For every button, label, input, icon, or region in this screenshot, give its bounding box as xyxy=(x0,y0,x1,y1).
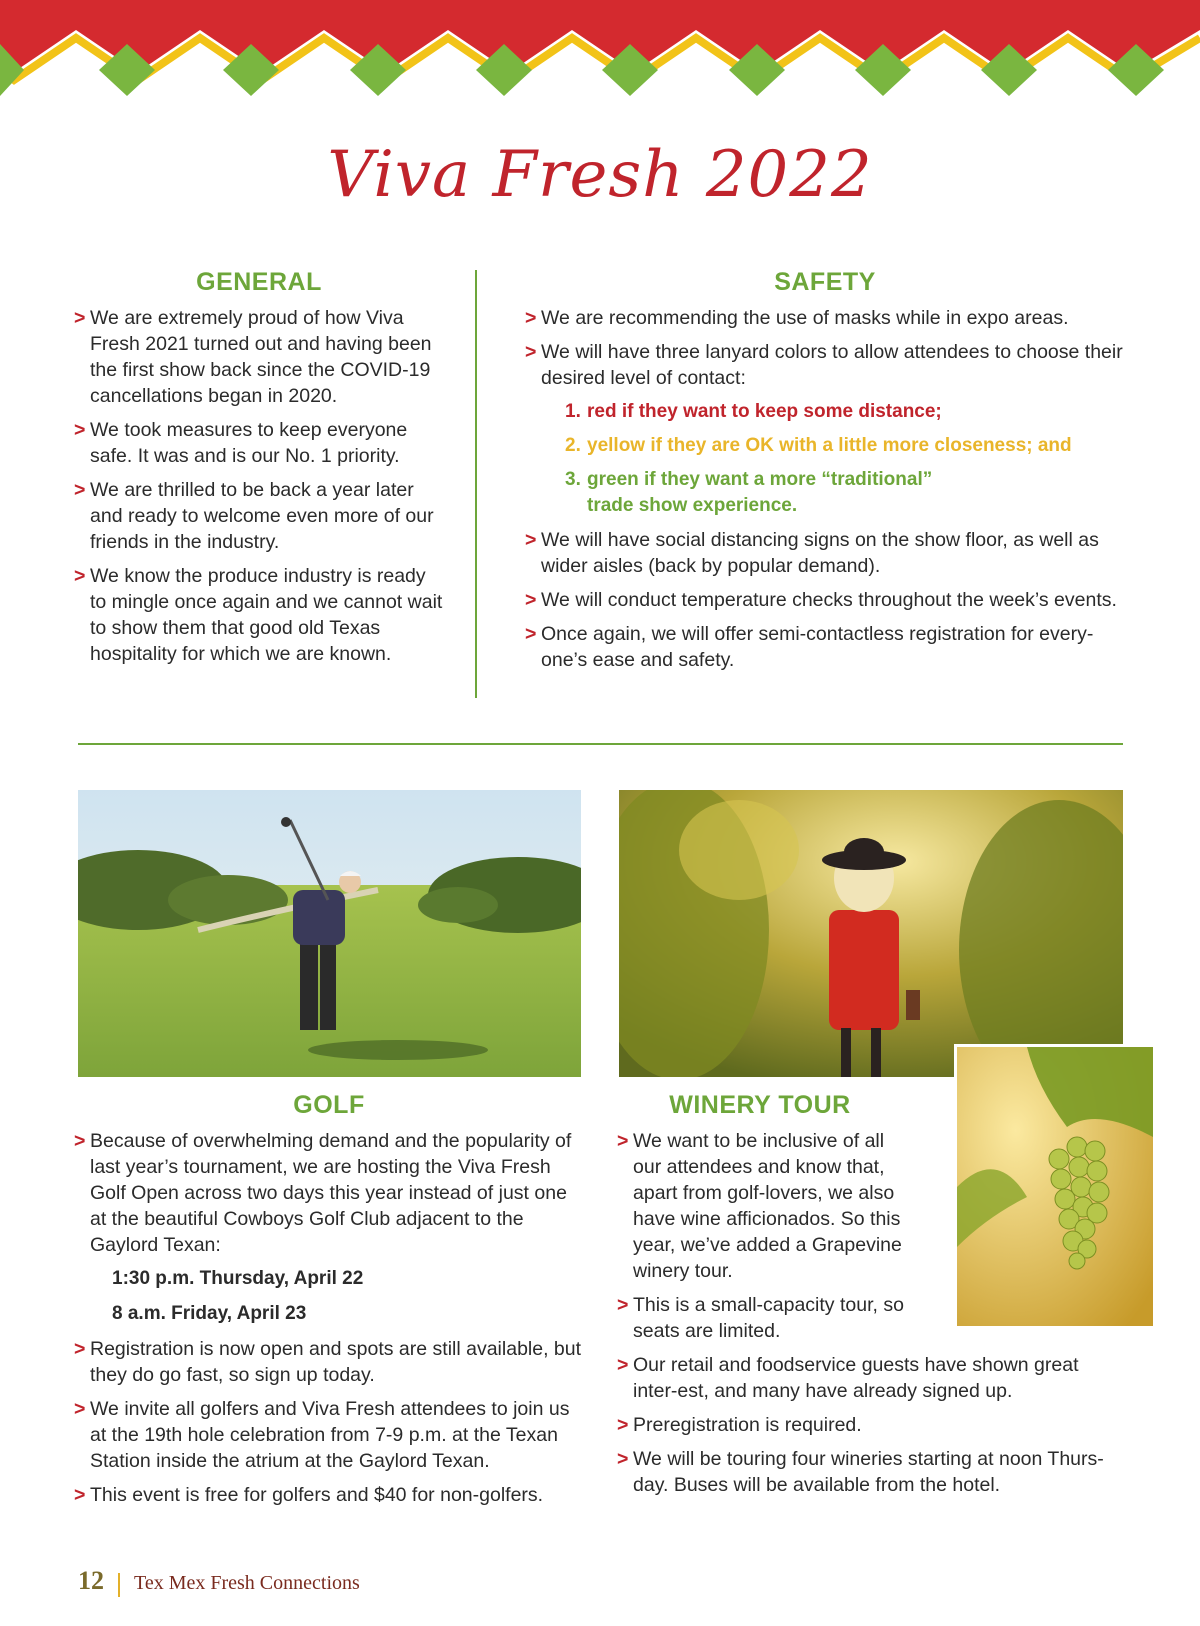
page-title: Viva Fresh 2022 xyxy=(327,138,873,212)
bullet-glyph: > xyxy=(525,341,537,363)
bullet-glyph: > xyxy=(617,1448,629,1470)
list-item: > We are recommending the use of masks while in expo areas. xyxy=(525,307,1069,329)
bullet-glyph: > xyxy=(525,529,537,551)
bullet-glyph: > xyxy=(525,623,537,645)
winery-list-continued xyxy=(617,1352,1127,1498)
bullet-glyph: > xyxy=(617,1130,629,1152)
bullet-glyph: > xyxy=(617,1354,629,1376)
zigzag-banner xyxy=(0,0,1200,100)
bullet-glyph: > xyxy=(74,1338,86,1360)
bullet-glyph: > xyxy=(617,1414,629,1436)
golf-photo xyxy=(78,790,581,1077)
golf-time-thursday: 1:30 p.m. Thursday, April 22 xyxy=(112,1268,364,1289)
golf-section xyxy=(74,1091,584,1516)
list-item: > We will be touring four wineries starting at noon Thurs-day. Buses will be available from the hotel. xyxy=(617,1448,1104,1496)
lanyard-red-item: 1. red if they want to keep some distance; xyxy=(565,401,942,422)
footer-divider xyxy=(118,1573,120,1597)
safety-section xyxy=(525,268,1125,681)
bullet-glyph: > xyxy=(74,1484,86,1506)
safety-list xyxy=(525,305,1125,391)
golf-heading: GOLF xyxy=(293,1091,365,1119)
list-item: > We are extremely proud of how Viva Fresh 2021 turned out and having been the first show back since the COVID-19 cancellations began in 2020. xyxy=(74,307,432,407)
general-section xyxy=(74,268,444,675)
general-heading: GENERAL xyxy=(196,268,322,296)
lanyard-yellow-item: 2. yellow if they are OK with a little more closeness; and xyxy=(565,435,1072,456)
page-footer xyxy=(78,1566,360,1597)
section-divider xyxy=(78,743,1123,745)
list-item: > Preregistration is required. xyxy=(617,1414,862,1436)
bullet-glyph: > xyxy=(525,589,537,611)
list-item: > This event is free for golfers and $40 for non-golfers. xyxy=(74,1484,544,1506)
bullet-glyph: > xyxy=(74,479,86,501)
list-item: > We know the produce industry is ready to mingle once again and we cannot wait to show them that good old Texas hospitality for which we are known. xyxy=(74,565,443,665)
bullet-glyph: > xyxy=(74,1130,86,1152)
winery-heading: WINERY TOUR xyxy=(669,1091,851,1119)
list-item: > Our retail and foodservice guests have shown great inter-est, and many have already signed up. xyxy=(617,1354,1079,1402)
list-item: > Once again, we will offer semi-contactless registration for every-one’s ease and safety. xyxy=(525,623,1094,671)
safety-list-continued xyxy=(525,527,1125,673)
winery-list xyxy=(617,1128,917,1344)
list-item: > We took measures to keep everyone safe. It was and is our No. 1 priority. xyxy=(74,419,408,467)
golf-list-continued xyxy=(74,1336,584,1508)
lanyard-green-item: 3. green if they want a more “traditional” trade show experience. xyxy=(565,469,933,516)
vineyard-photo xyxy=(619,790,1123,1077)
list-item: > We invite all golfers and Viva Fresh attendees to join us at the 19th hole celebration from 7-9 p.m. at the Texan Station inside the atrium at the Gaylord Texan. xyxy=(74,1398,570,1472)
list-item: > We will conduct temperature checks throughout the week’s events. xyxy=(525,589,1117,611)
golf-time-friday: 8 a.m. Friday, April 23 xyxy=(112,1303,307,1324)
bullet-glyph: > xyxy=(74,565,86,587)
list-item: > We are thrilled to be back a year later and ready to welcome even more of our friends in the industry. xyxy=(74,479,434,553)
page-number: 12 xyxy=(78,1566,104,1595)
golf-list xyxy=(74,1128,584,1258)
publication-name: Tex Mex Fresh Connections xyxy=(134,1572,360,1594)
bullet-glyph: > xyxy=(74,307,86,329)
lanyard-color-list xyxy=(525,399,1125,519)
list-item: > We will have three lanyard colors to allow attendees to choose their desired level of contact: xyxy=(525,341,1123,389)
bullet-glyph: > xyxy=(617,1294,629,1316)
general-list xyxy=(74,305,444,667)
bullet-glyph: > xyxy=(525,307,537,329)
safety-heading: SAFETY xyxy=(774,268,876,296)
list-item: > Registration is now open and spots are still available, but they do go fast, so sign up today. xyxy=(74,1338,582,1386)
bullet-glyph: > xyxy=(74,419,86,441)
winery-section xyxy=(617,1091,1127,1506)
list-item: > We will have social distancing signs on the show floor, as well as wider aisles (back by popular demand). xyxy=(525,529,1099,577)
list-item: > We want to be inclusive of all our attendees and know that, apart from golf-lovers, we also have wine afficionados. So this year, we’ve added a Grapevine winery tour. xyxy=(617,1130,902,1282)
column-divider xyxy=(475,270,477,698)
list-item: > Because of overwhelming demand and the popularity of last year’s tournament, we are hosting the Viva Fresh Golf Open across two days this year instead of just one at the beautiful Cowboys Golf Club adjacent to the Gaylord Texan: xyxy=(74,1130,572,1256)
bullet-glyph: > xyxy=(74,1398,86,1420)
list-item: > This is a small-capacity tour, so seats are limited. xyxy=(617,1294,904,1342)
golf-times xyxy=(74,1266,584,1327)
